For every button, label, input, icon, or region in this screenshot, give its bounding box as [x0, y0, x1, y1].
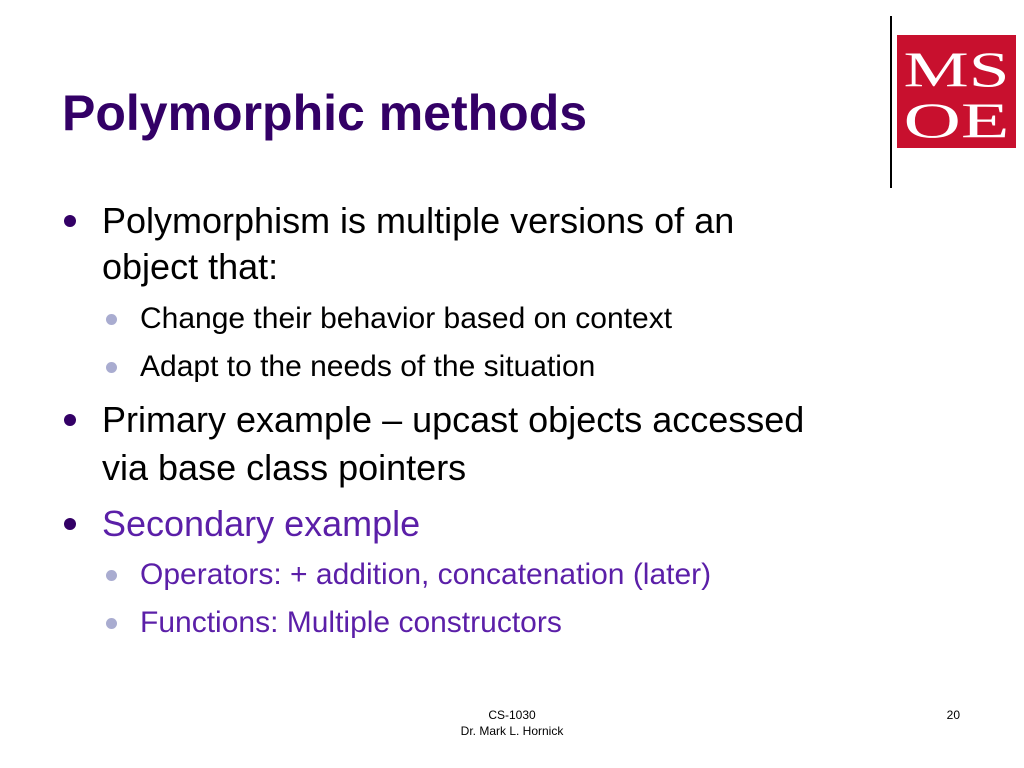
bullet-dot-icon	[64, 414, 76, 426]
sub-bullet-dot-icon	[106, 570, 117, 581]
bullet-dot-icon	[64, 518, 76, 530]
bullet-dot-icon	[64, 215, 76, 227]
slide-title: Polymorphic methods	[62, 85, 588, 141]
sub-bullet-dot-icon	[106, 618, 117, 629]
bullet-2-line-2: via base class pointers	[102, 447, 467, 488]
bullet-1-line-2: object that:	[102, 246, 279, 287]
sub-bullet-dot-icon	[106, 362, 117, 373]
sub-bullet-3-2: Functions: Multiple constructors	[140, 605, 562, 641]
footer-course: CS-1030	[488, 708, 536, 722]
svg-text:MS: MS	[903, 41, 1010, 97]
svg-text:OE: OE	[903, 92, 1010, 144]
bullet-2-line-1: Primary example – upcast objects accessed	[102, 398, 804, 442]
sub-bullet-1-1: Change their behavior based on context	[140, 301, 672, 337]
page-number: 20	[946, 708, 960, 722]
sub-bullet-3-1: Operators: + addition, concatenation (later)	[140, 557, 711, 593]
bullet-1-line-1: Polymorphism is multiple versions of an	[102, 199, 734, 243]
sub-bullet-dot-icon	[106, 314, 117, 325]
footer-info	[432, 707, 592, 739]
footer-author: Dr. Mark L. Hornick	[460, 724, 564, 738]
sub-bullet-1-2: Adapt to the needs of the situation	[140, 349, 595, 385]
bullet-3-line-1: Secondary example	[102, 502, 420, 546]
